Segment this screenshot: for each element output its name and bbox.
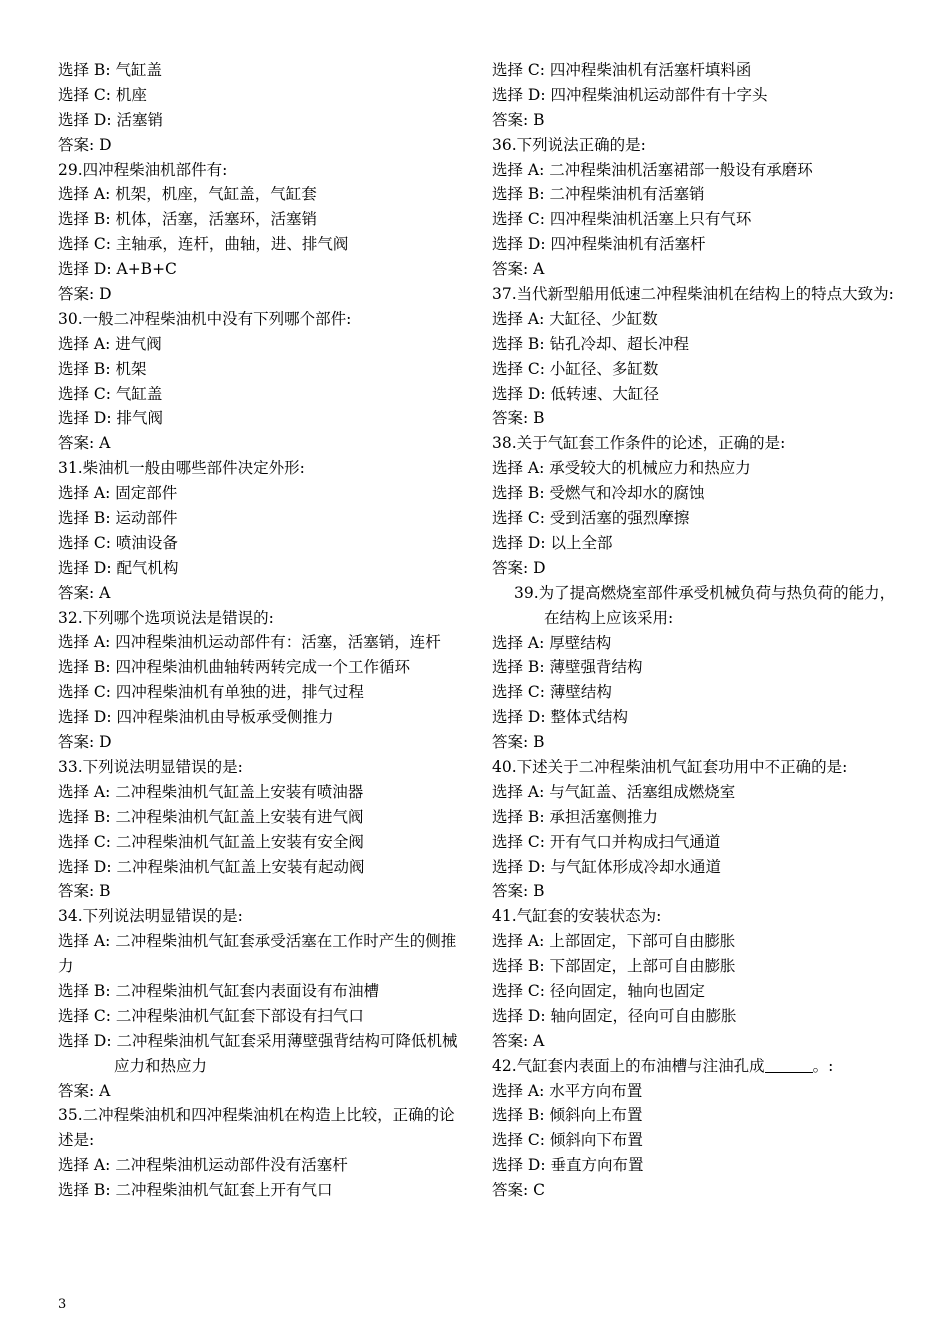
text-line: 选择 C: 二冲程柴油机气缸盖上安装有安全阀 xyxy=(58,832,364,851)
text-line: 选择 A: 二冲程柴油机气缸套承受活塞在工作时产生的侧推力 xyxy=(58,932,457,976)
text-line: 答案: B xyxy=(492,882,545,901)
text-line: 31.柴油机一般由哪些部件决定外形: xyxy=(58,459,305,478)
text-line: 选择 C: 喷油设备 xyxy=(58,533,178,552)
text-line: 选择 A: 厚壁结构 xyxy=(492,633,612,652)
text-line: 选择 D: 四冲程柴油机有活塞杆 xyxy=(492,235,706,254)
text-line: 选择 D: 轴向固定，径向可自由膨胀 xyxy=(492,1006,737,1025)
text-line: 答案: B xyxy=(58,882,111,901)
text-line: 选择 A: 与气缸盖、活塞组成燃烧室 xyxy=(492,782,736,801)
text-line: 答案: C xyxy=(492,1181,546,1200)
text-line: 37.当代新型船用低速二冲程柴油机在结构上的特点大致为: xyxy=(492,285,894,304)
text-line: 选择 B: 气缸盖 xyxy=(58,61,162,79)
text-line: 41.气缸套的安装状态为: xyxy=(492,907,662,926)
text-line: 选择 D: 二冲程柴油机气缸套采用薄壁强背结构可降低机械应力和热应力 xyxy=(58,1031,458,1075)
text-line: 选择 D: 低转速、大缸径 xyxy=(492,384,660,403)
text-line: 38.关于气缸套工作条件的论述，正确的是: xyxy=(492,434,786,453)
text-line: 选择 C: 主轴承，连杆，曲轴，进、排气阀 xyxy=(58,235,349,254)
text-line: 选择 C: 薄壁结构 xyxy=(492,683,612,702)
text-line: 选择 A: 大缸径、少缸数 xyxy=(492,309,658,328)
text-line: 答案: B xyxy=(492,733,545,752)
text-line: 选择 D: 四冲程柴油机由导板承受侧推力 xyxy=(58,708,334,727)
text-line: 选择 C: 机座 xyxy=(58,85,147,104)
text-line: 选择 C: 倾斜向下布置 xyxy=(492,1131,643,1150)
text-line: 选择 A: 水平方向布置 xyxy=(492,1081,643,1100)
text-line: 选择 C: 径向固定，轴向也固定 xyxy=(492,982,705,1000)
text-line: 33.下列说法明显错误的是: xyxy=(58,757,243,776)
text-line: 30.一般二冲程柴油机中没有下列哪个部件: xyxy=(58,309,352,328)
text-line: 选择 D: 整体式结构 xyxy=(492,708,629,727)
page-number: 3 xyxy=(58,1297,67,1312)
text-line: 32.下列哪个选项说法是错误的: xyxy=(58,608,274,627)
text-line: 选择 C: 四冲程柴油机有活塞杆填料函 xyxy=(492,61,752,79)
right-column xyxy=(492,58,897,1203)
text-line: 选择 B: 四冲程柴油机曲轴转两转完成一个工作循环 xyxy=(58,658,410,677)
text-line: 选择 C: 二冲程柴油机气缸套下部设有扫气口 xyxy=(58,1006,364,1025)
text-line: 答案: B xyxy=(492,409,545,428)
question-42-suffix: 。: xyxy=(812,1056,834,1075)
text-line: 选择 A: 固定部件 xyxy=(58,484,178,503)
text-line: 选择 A: 四冲程柴油机运动部件有：活塞，活塞销，连杆 xyxy=(58,633,441,652)
left-column xyxy=(58,58,463,1203)
text-line: 选择 B: 薄壁强背结构 xyxy=(492,658,643,677)
text-line: 选择 B: 承担活塞侧推力 xyxy=(492,807,658,826)
text-line: 35.二冲程柴油机和四冲程柴油机在构造上比较，正确的论述是: xyxy=(58,1106,455,1150)
text-line: 选择 D: 垂直方向布置 xyxy=(492,1156,644,1175)
question-42-stem: 42.气缸套内表面上的布油槽与注油孔成 xyxy=(492,1056,765,1075)
text-line: 34.下列说法明显错误的是: xyxy=(58,907,243,926)
text-line: 选择 C: 受到活塞的强烈摩擦 xyxy=(492,509,690,528)
text-line: 39.为了提高燃烧室部件承受机械负荷与热负荷的能力，在结构上应该采用: xyxy=(514,583,896,627)
text-line: 答案: A xyxy=(58,583,111,602)
text-line: 选择 D: 排气阀 xyxy=(58,409,164,428)
text-line: 答案: A xyxy=(58,434,111,453)
text-line: 答案: A xyxy=(492,260,545,279)
text-line: 答案: B xyxy=(492,110,545,129)
text-line: 选择 B: 倾斜向上布置 xyxy=(492,1106,643,1125)
text-line: 选择 D: 配气机构 xyxy=(58,558,179,577)
text-line: 答案: D xyxy=(58,135,112,154)
text-line: 选择 C: 四冲程柴油机活塞上只有气环 xyxy=(492,210,752,229)
text-line: 选择 C: 小缸径、多缸数 xyxy=(492,359,659,378)
text-line: 选择 D: A+B+C xyxy=(58,260,177,279)
text-line: 选择 B: 下部固定，上部可自由膨胀 xyxy=(492,957,736,976)
text-line: 选择 D: 以上全部 xyxy=(492,533,613,552)
text-line: 选择 D: 与气缸体形成冷却水通道 xyxy=(492,857,722,876)
question-42-line xyxy=(492,1054,897,1079)
text-line: 选择 A: 机架，机座，气缸盖，气缸套 xyxy=(58,185,317,204)
text-line: 选择 B: 二冲程柴油机有活塞销 xyxy=(492,185,705,204)
text-line: 40.下述关于二冲程柴油机气缸套功用中不正确的是: xyxy=(492,757,848,776)
text-line: 选择 D: 二冲程柴油机气缸盖上安装有起动阀 xyxy=(58,857,365,876)
text-line: 选择 A: 二冲程柴油机运动部件没有活塞杆 xyxy=(58,1156,348,1175)
text-line: 选择 D: 四冲程柴油机运动部件有十字头 xyxy=(492,85,768,104)
text-line: 选择 D: 活塞销 xyxy=(58,110,164,129)
text-line: 答案: A xyxy=(492,1031,545,1050)
text-line: 选择 B: 运动部件 xyxy=(58,509,178,528)
fill-in-blank xyxy=(765,1056,813,1073)
text-line: 选择 B: 二冲程柴油机气缸套上开有气口 xyxy=(58,1181,333,1200)
text-line: 选择 A: 承受较大的机械应力和热应力 xyxy=(492,459,751,478)
text-line: 选择 B: 机架 xyxy=(58,359,147,378)
text-line: 答案: D xyxy=(492,558,546,577)
text-line: 选择 A: 上部固定，下部可自由膨胀 xyxy=(492,932,736,951)
text-line: 36.下列说法正确的是: xyxy=(492,135,646,154)
text-line: 选择 B: 二冲程柴油机气缸盖上安装有进气阀 xyxy=(58,807,364,826)
text-line: 选择 C: 气缸盖 xyxy=(58,384,163,403)
text-line: 答案: D xyxy=(58,733,112,752)
text-line: 选择 A: 二冲程柴油机活塞裙部一般设有承磨环 xyxy=(492,160,813,179)
text-line: 选择 B: 受燃气和冷却水的腐蚀 xyxy=(492,484,705,503)
text-line: 选择 A: 进气阀 xyxy=(58,334,162,353)
text-line: 选择 B: 钻孔冷却、超长冲程 xyxy=(492,334,689,353)
text-line: 选择 B: 二冲程柴油机气缸套内表面设有布油槽 xyxy=(58,982,379,1000)
text-line: 选择 C: 四冲程柴油机有单独的进，排气过程 xyxy=(58,683,364,702)
text-line: 29.四冲程柴油机部件有: xyxy=(58,160,228,179)
text-line: 答案: D xyxy=(58,285,112,304)
text-line: 选择 C: 开有气口并构成扫气通道 xyxy=(492,832,721,851)
text-line: 选择 A: 二冲程柴油机气缸盖上安装有喷油器 xyxy=(58,782,364,801)
text-line: 答案: A xyxy=(58,1081,111,1100)
text-line: 选择 B: 机体，活塞，活塞环，活塞销 xyxy=(58,210,317,229)
